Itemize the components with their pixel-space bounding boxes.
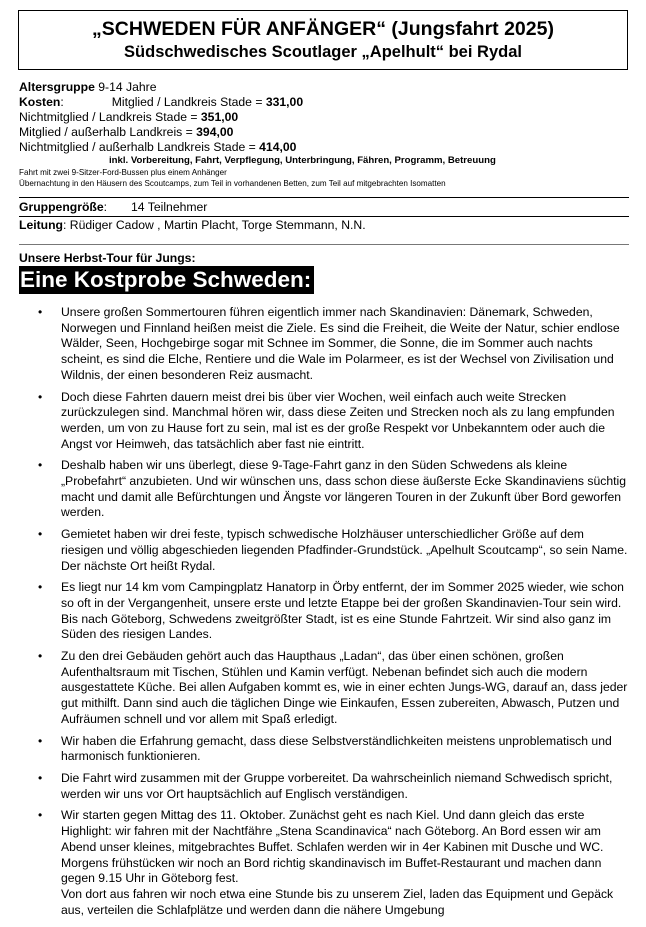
section-heading: [19, 251, 629, 294]
lead-label: Leitung: [19, 218, 64, 232]
costs-row: [19, 125, 629, 140]
list-item: • Unsere großen Sommertouren führen eigentlich immer nach Skandinavien: Dänemark, Schweden, Norwegen und Finnland heißen meist die Ziele. Es sind die Freiheit, die Weite der Natur, schier endlose Wälder, Seen, Hochgebirge sogar mit Schnee im Sommer, die Sonne, die im Sommer auch nachts scheint, es sind die Elche, Rentiere und die Wale im Polarmeer, es ist der Wechsel von Zivilisation und Wildnis, der einen besonderen Reiz ausmacht.: [38, 305, 628, 384]
lead-row: Leitung: Rüdiger Cadow , Martin Placht, Torge Stemmann, N.N.: [19, 218, 366, 232]
document-subtitle: Südschwedisches Scoutlager „Apelhult“ bei Rydal: [124, 43, 522, 61]
list-item: • Doch diese Fahrten dauern meist drei bis über vier Wochen, weil einfach auch weite Strecken zurückzulegen sind. Manchmal hören wir, dass diese Zeiten und Strecken noch als zu lang empfunden werden, um von zu Hause fort zu sein, mal ist es der große Respekt vor Unbekanntem oder auch die Angst vor Heimweh, das tatsächlich aber fast nie eintritt.: [38, 390, 628, 453]
costs-text: Mitglied / Landkreis Stade =: [111, 95, 266, 109]
costs-text: Mitglied / außerhalb Landkreis =: [19, 125, 197, 139]
costs-text: Nichtmitglied / Landkreis Stade =: [19, 110, 201, 124]
section-headline: Eine Kostprobe Schweden:: [19, 266, 314, 294]
document-title: „SCHWEDEN FÜR ANFÄNGER“ (Jungsfahrt 2025): [92, 18, 554, 40]
divider: [19, 244, 629, 245]
group-value: 14 Teilnehmer: [131, 200, 208, 214]
costs-amount: 331,00: [265, 95, 304, 109]
bullet-list: [38, 305, 628, 924]
age-value: 9-14 Jahre: [94, 80, 157, 94]
costs-row: [19, 110, 629, 125]
costs-row: [19, 140, 629, 155]
costs-label: Kosten: [19, 95, 61, 109]
group-label: Gruppengröße: [19, 200, 104, 214]
list-item: • Wir haben die Erfahrung gemacht, dass diese Selbstverständlichkeiten meistens unproblematisch und harmonisch funktionieren.: [38, 734, 628, 765]
list-item: • Wir starten gegen Mittag des 11. Oktober. Zunächst geht es nach Kiel. Und dann gleich das erste Highlight: wir fahren mit der Nachtfähre „Stena Scandinavica“ nach Göteborg. An Bord essen wir am Abend unser kleines, mitgebrachtes Buffet. Schlafen werden wir in 4er Kabinen mit Dusche und WC. Morgens frühstücken wir noch an Bord richtig skandinavisch im Buffet-Restaurant und machen dann gegen 9.15 Uhr in Göteborg fest. Von dort aus fahren wir noch etwa eine Stunde bis zu unserem Ziel, laden das Equipment und Gepäck aus, verteilen die Schlafplätze und werden dann die nähere Umgebung: [38, 808, 628, 918]
list-item: • Es liegt nur 14 km vom Campingplatz Hanatorp in Örby entfernt, der im Sommer 2025 wieder, wie schon so oft in der Vergangenheit, unsere erste und letzte Etappe bei der großen Skandinavien-Tour sein wird. Bis nach Göteborg, Schwedens zweitgrößter Stadt, ist es eine Stunde Fahrtzeit. Wir sind also ganz im Süden des riesigen Landes.: [38, 580, 628, 643]
costs-amount: 414,00: [259, 140, 297, 154]
list-item: • Die Fahrt wird zusammen mit der Gruppe vorbereitet. Da wahrscheinlich niemand Schwedisch spricht, werden wir uns vor Ort hauptsächlich auf Englisch verständigen.: [38, 771, 628, 802]
group-row: Gruppengröße: 14 Teilnehmer: [19, 200, 208, 214]
list-item: • Deshalb haben wir uns überlegt, diese 9-Tage-Fahrt ganz in den Süden Schwedens als kleine „Probefahrt“ anzubieten. Und wir wünschen uns, dass schon diese äußerste Ecke Skandinaviens süchtig macht und damit alle Befürchtungen und Ängste vor längeren Touren in der Zukunft über Bord geworfen werden.: [38, 458, 628, 521]
transport-note: Fahrt mit zwei 9-Sitzer-Ford-Bussen plus einem Anhänger: [19, 168, 227, 177]
section-subheading: Unsere Herbst-Tour für Jungs:: [19, 251, 196, 265]
info-block: [19, 80, 629, 294]
lead-value: Rüdiger Cadow , Martin Placht, Torge Stemmann, N.N.: [66, 218, 366, 232]
list-item: • Zu den drei Gebäuden gehört auch das Haupthaus „Ladan“, das über einen schönen, großen Aufenthaltsraum mit Tischen, Stühlen und Kamin verfügt. Nebenan befindet sich auch die modern ausgestattete Küche. Bei allen Aufgaben kommt es, wie in einer echten Jungs-WG, darauf an, dass jeder gut mithilft. Dann sind auch die täglichen Dinge wie Einkaufen, Essen zubereiten, Abwasch, Putzen und Aufräumen schnell und vor allem mit Spaß erledigt.: [38, 649, 628, 728]
costs-amount: 351,00: [200, 110, 239, 124]
accommodation-note: Übernachtung in den Häusern des Scoutcamps, zum Teil in vorhandenen Betten, zum Teil auf mitgebrachten Isomatten: [19, 179, 446, 188]
costs-text: Nichtmitglied / außerhalb Landkreis Stade =: [19, 140, 260, 154]
title-box: [18, 10, 628, 70]
divider: [19, 216, 629, 217]
list-item: • Gemietet haben wir drei feste, typisch schwedische Holzhäuser unterschiedlicher Größe auf dem riesigen und völlig abgeschieden liegenden Pfadfinder-Grundstück. „Apelhult Scoutcamp“, so sein Name. Der nächste Ort heißt Rydal.: [38, 527, 628, 574]
age-row: [19, 80, 629, 95]
age-label: Altersgruppe: [19, 80, 95, 94]
divider: [19, 197, 629, 198]
inclusive-note: inkl. Vorbereitung, Fahrt, Verpflegung, Unterbringung, Fähren, Programm, Betreuung: [109, 155, 496, 166]
costs-amount: 394,00: [196, 125, 234, 139]
costs-row: Kosten: Mitglied / Landkreis Stade = 331,00: [19, 95, 304, 109]
